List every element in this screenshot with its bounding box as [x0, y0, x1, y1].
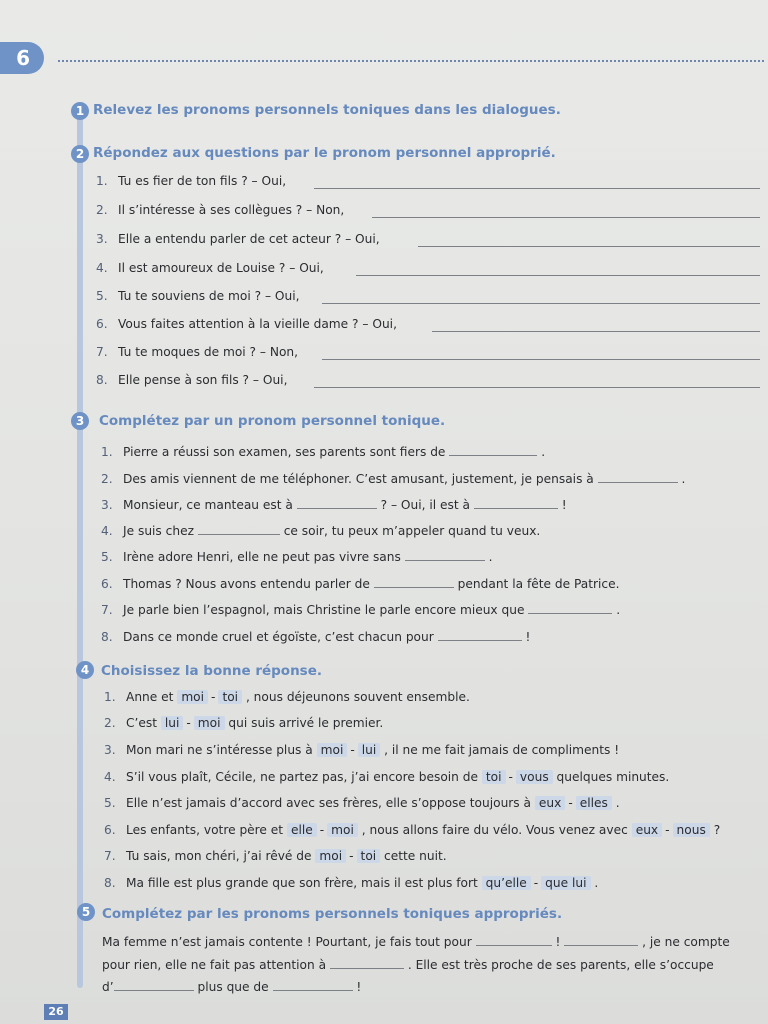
page-number: 26	[44, 1004, 68, 1020]
ex2-item-4: 4. Il est amoureux de Louise ? – Oui,	[96, 261, 324, 275]
exercise-4-title: Choisissez la bonne réponse.	[101, 663, 323, 679]
ex4-3-choice-a[interactable]: moi	[317, 743, 348, 757]
ex3-blank-4[interactable]	[198, 522, 280, 535]
ex2-item-2: 2. Il s’intéresse à ses collègues ? – Non,	[96, 203, 345, 217]
ex4-4-choice-a[interactable]: toi	[482, 770, 506, 784]
exercise-5-title: Complétez par les pronoms personnels toniques appropriés.	[102, 906, 563, 922]
ex4-item-5: 5. Elle n’est jamais d’accord avec ses frères, elle s’oppose toujours à eux - elles .	[104, 796, 620, 810]
ex2-answer-line-5[interactable]	[322, 303, 760, 304]
ex4-5-choice-a[interactable]: eux	[535, 796, 565, 810]
ex4-6-choice-a[interactable]: elle	[287, 823, 317, 837]
ex4-item-8: 8. Ma fille est plus grande que son frère, mais il est plus fort qu’elle - que lui .	[104, 876, 599, 890]
ex5-line-1: Ma femme n’est jamais contente ! Pourtant, je fais tout pour ! , je ne compte	[102, 935, 730, 949]
ex4-7-choice-a[interactable]: moi	[315, 849, 346, 863]
ex2-answer-line-2[interactable]	[372, 217, 760, 218]
chapter-badge: 6	[0, 42, 44, 74]
ex3-blank-1[interactable]	[449, 443, 537, 456]
exercise-3-number: 3	[71, 412, 89, 430]
ex4-item-6: 6. Les enfants, votre père et elle - moi , nous allons faire du vélo. Vous venez avec eux - nous ?	[104, 823, 721, 837]
ex4-6-choice-d[interactable]: nous	[673, 823, 710, 837]
ex3-blank-2[interactable]	[598, 470, 678, 483]
ex3-item-1: 1. Pierre a réussi son examen, ses parents sont fiers de .	[101, 445, 546, 459]
ex4-2-choice-b[interactable]: moi	[194, 716, 225, 730]
exercise-4-number: 4	[76, 661, 94, 679]
ex4-7-choice-b[interactable]: toi	[357, 849, 381, 863]
ex5-blank-1[interactable]	[476, 933, 552, 946]
ex2-item-6: 6. Vous faites attention à la vieille dame ? – Oui,	[96, 317, 397, 331]
ex2-answer-line-7[interactable]	[322, 359, 760, 360]
ex4-4-choice-b[interactable]: vous	[516, 770, 553, 784]
ex5-line-3: d’ plus que de !	[102, 980, 362, 994]
ex3-item-8: 8. Dans ce monde cruel et égoïste, c’est chacun pour !	[101, 630, 531, 644]
ex4-6-choice-b[interactable]: moi	[327, 823, 358, 837]
ex4-item-1: 1. Anne et moi - toi , nous déjeunons souvent ensemble.	[104, 690, 470, 704]
exercise-3-title: Complétez par un pronom personnel tonique.	[99, 413, 446, 429]
ex3-item-5: 5. Irène adore Henri, elle ne peut pas vivre sans .	[101, 550, 493, 564]
ex4-3-choice-b[interactable]: lui	[358, 743, 381, 757]
ex5-blank-4[interactable]	[114, 978, 194, 991]
ex3-blank-5[interactable]	[405, 548, 485, 561]
ex4-5-choice-b[interactable]: elles	[576, 796, 612, 810]
ex5-blank-3[interactable]	[330, 956, 404, 969]
ex2-answer-line-6[interactable]	[432, 331, 760, 332]
ex4-1-choice-b[interactable]: toi	[218, 690, 242, 704]
ex5-line-2: pour rien, elle ne fait pas attention à . Elle est très proche de ses parents, elle s’occupe	[102, 958, 714, 972]
exercise-2-number: 2	[71, 145, 89, 163]
ex4-8-choice-a[interactable]: qu’elle	[482, 876, 531, 890]
ex3-item-2: 2. Des amis viennent de me téléphoner. C’est amusant, justement, je pensais à .	[101, 472, 686, 486]
ex2-item-3: 3. Elle a entendu parler de cet acteur ? – Oui,	[96, 232, 380, 246]
ex4-6-choice-c[interactable]: eux	[632, 823, 662, 837]
ex3-item-3: 3. Monsieur, ce manteau est à ? – Oui, il est à !	[101, 498, 567, 512]
ex3-blank-3a[interactable]	[297, 496, 377, 509]
ex3-item-4: 4. Je suis chez ce soir, tu peux m’appeler quand tu veux.	[101, 524, 541, 538]
ex2-answer-line-8[interactable]	[314, 387, 760, 388]
exercise-side-bar	[77, 112, 83, 988]
ex4-item-7: 7. Tu sais, mon chéri, j’ai rêvé de moi - toi cette nuit.	[104, 849, 447, 863]
ex4-1-choice-a[interactable]: moi	[177, 690, 208, 704]
ex2-item-8: 8. Elle pense à son fils ? – Oui,	[96, 373, 288, 387]
exercise-1-number: 1	[71, 102, 89, 120]
ex2-answer-line-1[interactable]	[314, 188, 760, 189]
exercise-5-number: 5	[77, 903, 95, 921]
ex5-blank-2[interactable]	[564, 933, 638, 946]
ex3-item-6: 6. Thomas ? Nous avons entendu parler de pendant la fête de Patrice.	[101, 577, 620, 591]
ex3-blank-8[interactable]	[438, 628, 522, 641]
header-dotted-rule	[58, 60, 764, 62]
ex3-blank-6[interactable]	[374, 575, 454, 588]
ex4-8-choice-b[interactable]: que lui	[541, 876, 590, 890]
ex2-answer-line-3[interactable]	[418, 246, 760, 247]
ex3-blank-7[interactable]	[528, 601, 612, 614]
exercise-2-title: Répondez aux questions par le pronom personnel approprié.	[93, 145, 556, 161]
ex2-item-5: 5. Tu te souviens de moi ? – Oui,	[96, 289, 300, 303]
ex3-item-7: 7. Je parle bien l’espagnol, mais Christine le parle encore mieux que .	[101, 603, 621, 617]
ex2-item-7: 7. Tu te moques de moi ? – Non,	[96, 345, 299, 359]
ex2-item-1: 1. Tu es fier de ton fils ? – Oui,	[96, 174, 287, 188]
ex4-2-choice-a[interactable]: lui	[161, 716, 184, 730]
ex2-answer-line-4[interactable]	[356, 275, 760, 276]
exercise-1-title: Relevez les pronoms personnels toniques dans les dialogues.	[93, 102, 561, 118]
ex5-blank-5[interactable]	[273, 978, 353, 991]
ex4-item-4: 4. S’il vous plaît, Cécile, ne partez pas, j’ai encore besoin de toi - vous quelques minutes.	[104, 770, 670, 784]
ex4-item-2: 2. C’est lui - moi qui suis arrivé le premier.	[104, 716, 384, 730]
ex4-item-3: 3. Mon mari ne s’intéresse plus à moi - lui , il ne me fait jamais de compliments !	[104, 743, 620, 757]
ex3-blank-3b[interactable]	[474, 496, 558, 509]
